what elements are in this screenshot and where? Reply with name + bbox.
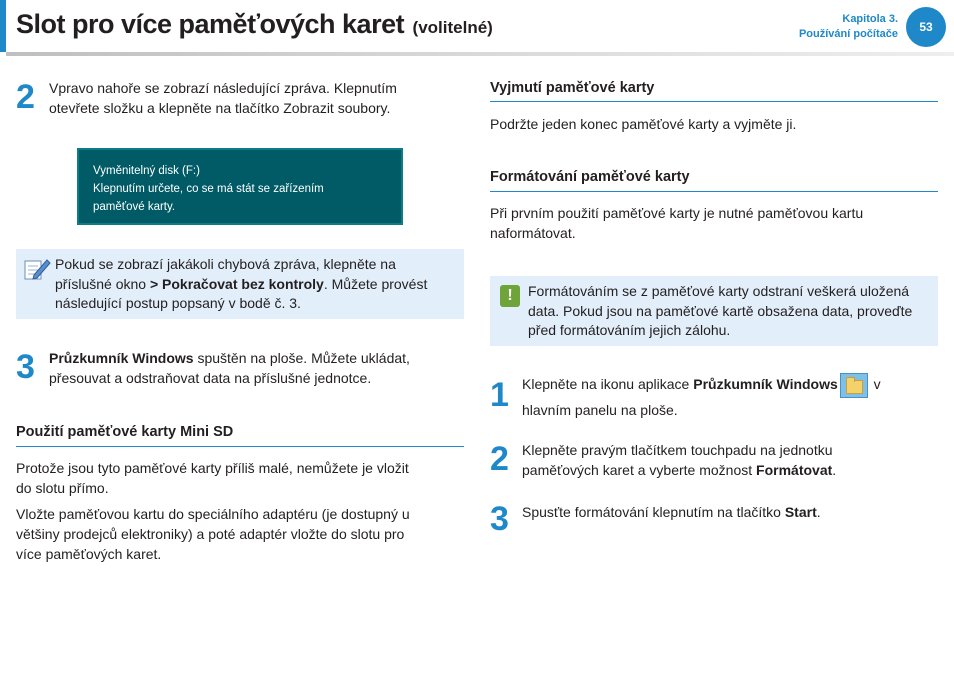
section-divider <box>490 101 938 102</box>
note-line: Pokud se zobrazí jakákoli chybová zpráva, klepněte na <box>55 256 396 272</box>
section-divider <box>490 191 938 192</box>
paragraph-line: Vložte paměťovou kartu do speciálního adaptéru (je dostupný u <box>16 506 410 522</box>
paragraph-line: do slotu přímo. <box>16 480 109 496</box>
warning-line: data. Pokud jsou na paměťové kartě obsažena data, proveďte <box>528 302 913 319</box>
step-text-line: Spusťte formátování klepnutím na tlačítko Start. <box>522 504 821 520</box>
step-text-line: Průzkumník Windows spuštěn na ploše. Můžete ukládat, <box>49 350 410 366</box>
step-text <box>49 348 459 388</box>
step-number: 3 <box>16 348 35 386</box>
page-title-main: Slot pro více paměťových karet <box>16 9 405 39</box>
page-title <box>16 9 493 40</box>
header-accent-bar <box>0 0 6 52</box>
chapter-name: Používání počítače <box>798 28 898 40</box>
warning-text <box>528 282 933 341</box>
removable-disk-notification <box>77 148 403 225</box>
remove-paragraph: Podržte jeden konec paměťové karty a vyjměte ji. <box>490 116 797 132</box>
step-number: 2 <box>490 440 509 478</box>
step-text-line: paměťových karet a vyberte možnost Formátovat. <box>522 462 837 478</box>
file-explorer-icon <box>840 373 868 398</box>
step-text <box>522 502 938 522</box>
warning-box <box>490 276 938 346</box>
notification-text: Klepnutím určete, co se má stát se zařízením <box>93 183 324 195</box>
step-text-line: Klepněte na ikonu aplikace Průzkumník Windows v <box>522 372 938 398</box>
step-2-right <box>490 440 938 484</box>
step-text-line: hlavním panelu na ploše. <box>522 401 678 418</box>
paragraph-line: Protože jsou tyto paměťové karty příliš malé, nemůžete je vložit <box>16 460 409 476</box>
warning-line: Formátováním se z paměťové karty odstraní veškerá uložená <box>528 283 910 299</box>
button-name: Start <box>784 504 817 520</box>
note-box <box>16 249 464 319</box>
step-text-line: Vpravo nahoře se zobrazí následující zpráva. Klepnutím <box>49 80 397 96</box>
step-text-line: přesouvat a odstraňovat data na příslušné jednotce. <box>49 370 372 386</box>
note-text <box>55 255 460 314</box>
paragraph-line: více paměťových karet. <box>16 546 162 562</box>
format-paragraph <box>490 203 938 243</box>
paragraph-line: naformátovat. <box>490 225 576 241</box>
step-text-line: Klepněte pravým tlačítkem touchpadu na jednotku <box>522 442 833 458</box>
section-heading-remove: Vyjmutí paměťové karty <box>490 80 655 96</box>
paragraph-line: většiny prodejců elektroniky) a poté adaptér vložte do slotu pro <box>16 526 405 542</box>
step-number: 1 <box>490 376 509 414</box>
chapter-info <box>799 12 898 42</box>
menu-option: Formátovat <box>756 462 833 478</box>
paragraph-line: Při prvním použití paměťové karty je nutné paměťovou kartu <box>490 205 864 221</box>
step-text <box>522 440 938 480</box>
step-3-left <box>16 348 456 392</box>
notification-title: Vyměnitelný disk (F:) <box>93 165 200 177</box>
section-heading-format: Formátování paměťové karty <box>490 169 690 185</box>
step-text <box>522 372 938 422</box>
note-line: příslušné okno > Pokračovat bez kontroly. Můžete provést <box>55 275 428 292</box>
notification-text: paměťové karty. <box>93 201 176 213</box>
page-number-badge: 53 <box>906 7 946 47</box>
section-heading-minisd: Použití paměťové karty Mini SD <box>16 424 234 440</box>
app-name: Průzkumník Windows <box>49 350 194 366</box>
app-name: Průzkumník Windows <box>693 376 838 392</box>
warning-line: před formátováním jejich zálohu. <box>528 322 731 338</box>
note-emphasis: > Pokračovat bez kontroly <box>149 275 324 292</box>
minisd-paragraph-1 <box>16 458 464 498</box>
minisd-paragraph-2 <box>16 504 464 564</box>
step-3-right <box>490 502 938 538</box>
section-divider <box>16 446 464 447</box>
header-divider <box>6 52 954 56</box>
step-2-left <box>16 78 456 122</box>
note-line: následující postup popsaný v bodě č. 3. <box>55 295 301 311</box>
step-text <box>49 78 459 118</box>
step-number: 3 <box>490 500 509 538</box>
chapter-label: Kapitola 3. <box>842 13 898 25</box>
step-number: 2 <box>16 78 35 116</box>
page-title-subtitle: (volitelné) <box>412 18 493 37</box>
exclamation-icon: ! <box>500 285 520 307</box>
pencil-note-icon <box>23 256 51 282</box>
step-1-right <box>490 372 938 420</box>
step-text-line: otevřete složku a klepněte na tlačítko Zobrazit soubory. <box>49 100 391 116</box>
